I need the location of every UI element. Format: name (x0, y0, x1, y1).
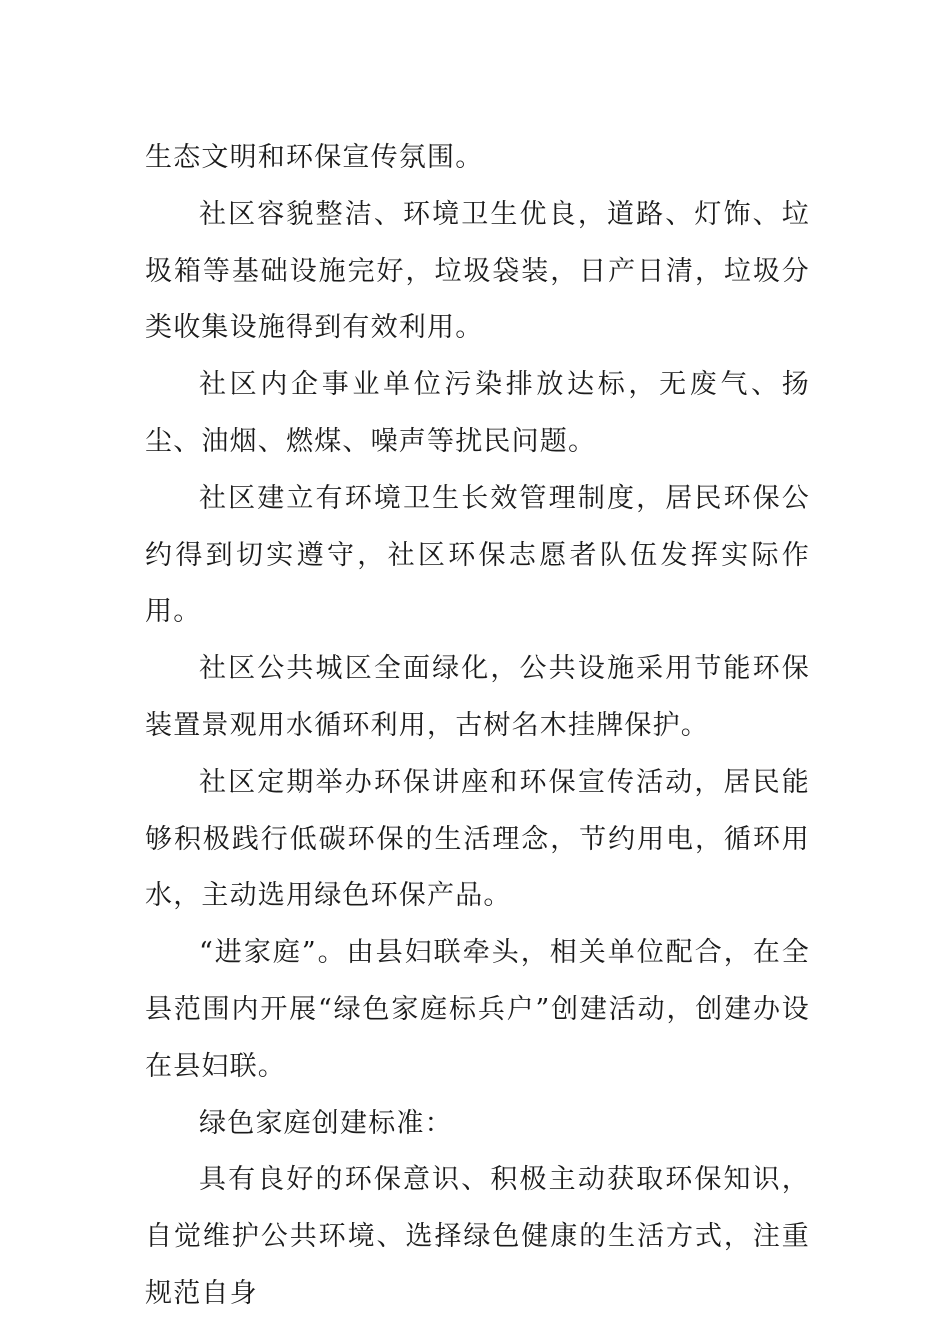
document-body (145, 130, 810, 1323)
paragraph-8: 绿色家庭创建标准： (199, 1107, 453, 1139)
paragraph-4: 社区建立有环境卫生长效管理制度，居民环保公约得到切实遵守，社区环保志愿者队伍发挥实际作用。 (145, 482, 810, 628)
paragraph-1: 生态文明和环保宣传氛围。 (145, 142, 484, 173)
paragraph-9: 具有良好的环保意识、积极主动获取环保知识，自觉维护公共环境、选择绿色健康的生活方式，注重规范自身 (145, 1164, 810, 1309)
paragraph-5: 社区公共城区全面绿化，公共设施采用节能环保装置景观用水循环利用，古树名木挂牌保护。 (145, 653, 810, 741)
paragraph-6: 社区定期举办环保讲座和环保宣传活动，居民能够积极践行低碳环保的生活理念，节约用电，循环用水，主动选用绿色环保产品。 (145, 766, 810, 912)
paragraph-3: 社区内企事业单位污染排放达标，无废气、扬尘、油烟、燃煤、噪声等扰民问题。 (145, 369, 810, 457)
paragraph-2: 社区容貌整洁、环境卫生优良，道路、灯饰、垃圾箱等基础设施完好，垃圾袋装，日产日清，垃圾分类收集设施得到有效利用。 (145, 198, 810, 344)
paragraph-7: “进家庭”。由县妇联牵头，相关单位配合，在全县范围内开展“绿色家庭标兵户”创建活动，创建办设在县妇联。 (145, 937, 810, 1082)
